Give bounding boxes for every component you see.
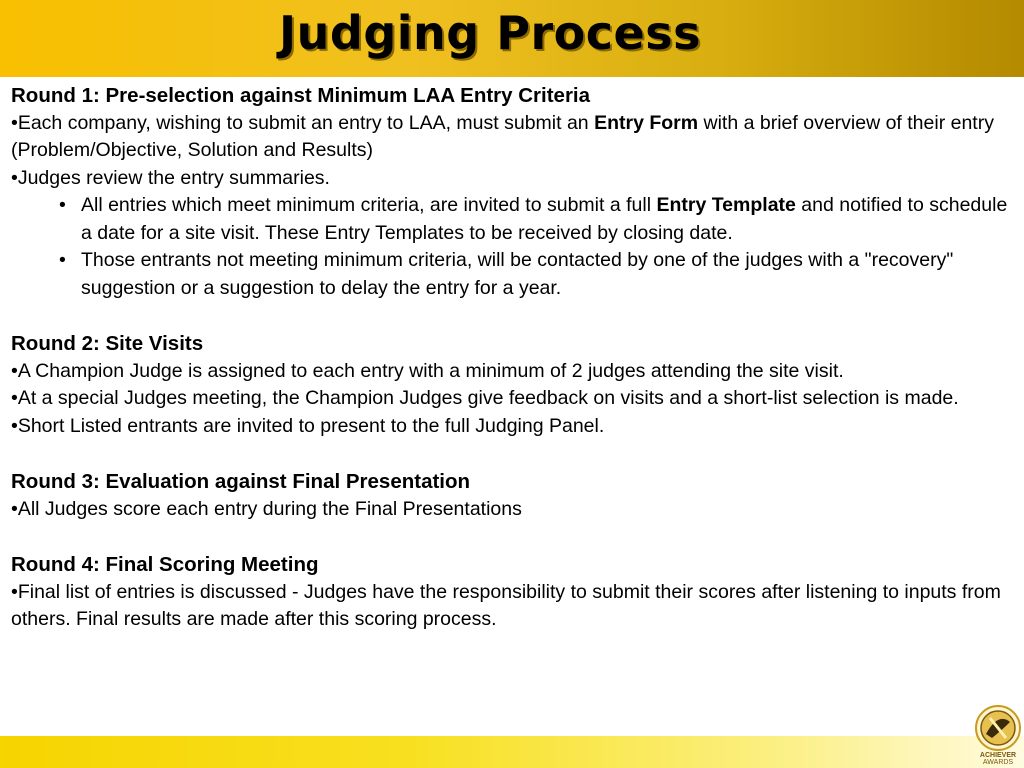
spacer xyxy=(11,440,1011,468)
bullet-dot: • xyxy=(59,194,66,216)
page-title: Judging Process xyxy=(279,6,701,60)
bullet-dot: • xyxy=(59,249,66,271)
round-1-heading: Round 1: Pre-selection against Minimum LAA Entry Criteria xyxy=(11,84,591,107)
entry-template-term: Entry Template xyxy=(656,194,796,216)
entry-form-term: Entry Form xyxy=(594,111,699,134)
text-run: Those entrants not meeting minimum criteria, will be contacted by one of the judges with a "recovery" suggestion or a suggestion to delay the entry for a year. xyxy=(81,249,954,299)
round-2-bullet-3: •Short Listed entrants are invited to present to the full Judging Panel. xyxy=(11,414,605,437)
achiever-awards-logo xyxy=(972,704,1024,768)
text-run: •Each company, wishing to submit an entry to LAA, must submit an xyxy=(11,111,595,134)
round-3-heading: Round 3: Evaluation against Final Presentation xyxy=(11,470,471,493)
round-1-bullet-2: •Judges review the entry summaries. xyxy=(11,166,330,189)
round-1-sub-bullet-1 xyxy=(11,192,1011,247)
logo-line-1: ACHIEVER xyxy=(979,752,1017,759)
logo-line-2: AWARDS xyxy=(982,759,1014,766)
footer-bar xyxy=(0,736,1024,768)
spacer xyxy=(11,523,1011,551)
round-3-bullet-1: •All Judges score each entry during the Final Presentations xyxy=(11,497,522,520)
round-1-bullet-1 xyxy=(11,110,1011,165)
round-4-heading: Round 4: Final Scoring Meeting xyxy=(11,553,319,576)
round-1-sub-bullet-2 xyxy=(11,247,1011,302)
text-run: All entries which meet minimum criteria, are invited to submit a full xyxy=(81,194,657,216)
logo-emblem-icon xyxy=(972,704,1024,754)
text-run: and notified to schedule a date for a site visit. These Entry Templates to be received by closing date. xyxy=(81,194,1008,244)
logo-caption xyxy=(972,752,1024,766)
round-2-heading: Round 2: Site Visits xyxy=(11,332,204,355)
round-2-bullet-1: •A Champion Judge is assigned to each entry with a minimum of 2 judges attending the site visit. xyxy=(11,359,844,382)
round-4-bullet-1: •Final list of entries is discussed - Judges have the responsibility to submit their scores after listening to inputs from others. Final results are made after this scoring process. xyxy=(11,580,1001,630)
text-run: with a brief overview of their entry (Problem/Objective, Solution and Results) xyxy=(11,111,994,161)
slide-content xyxy=(11,82,1011,634)
round-2-bullet-2: •At a special Judges meeting, the Champion Judges give feedback on visits and a short-list selection is made. xyxy=(11,387,959,409)
spacer xyxy=(11,302,1011,330)
header-banner xyxy=(0,0,1024,77)
